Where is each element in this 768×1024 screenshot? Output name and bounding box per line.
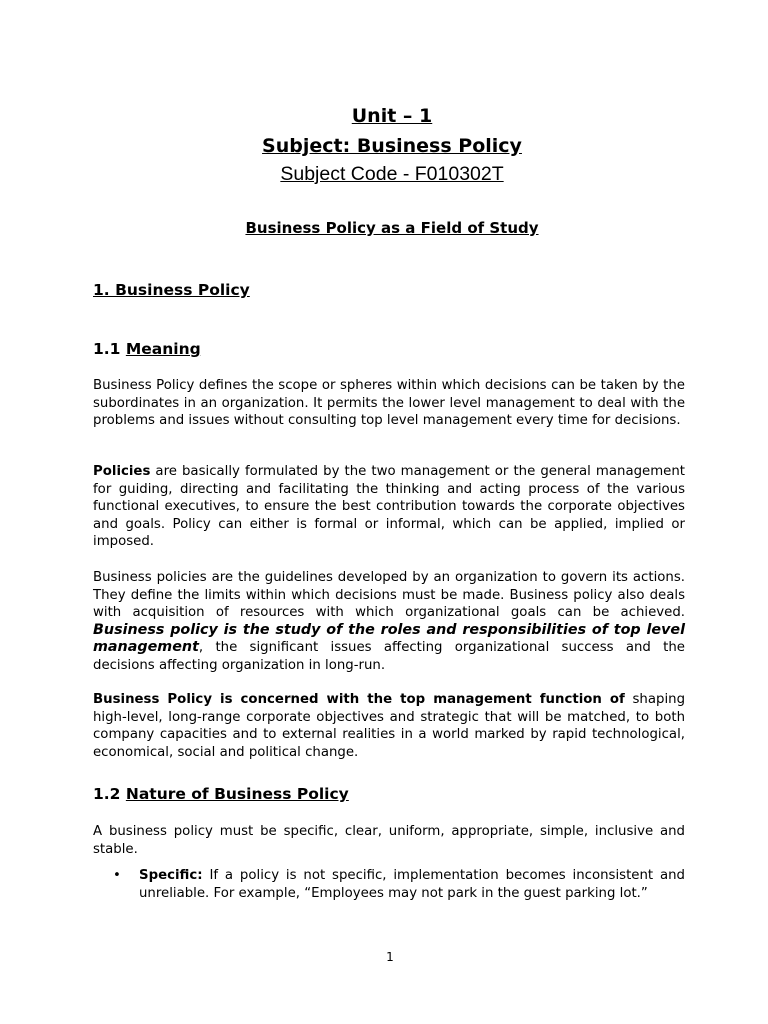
bullet-description: If a policy is not specific, implementation becomes inconsistent and unreliable. For example, “Employees may not park in the guest parking lot.” [139, 868, 685, 901]
section-heading: Business Policy as a Field of Study [245, 219, 539, 237]
meaning-paragraph-4 [93, 691, 685, 761]
bullet-text [139, 867, 685, 902]
meaning-paragraph-2-text: are basically formulated by the two management or the general management for guiding, directing and facilitating the thinking and acting process of the various functional executives, to ensure the best contribution towards the corporate objectives and goals. Policy can either is formal or informal, which can be applied, implied or imposed. [93, 464, 685, 549]
policies-term: Policies [93, 464, 151, 479]
unit-title: Unit – 1 [351, 105, 433, 127]
heading-nature-number: 1.2 [93, 785, 126, 803]
page-number: 1 [386, 950, 394, 964]
meaning-paragraph-3-end: , the significant issues affecting organizational success and the decisions affecting organization in long-run. [93, 640, 685, 673]
meaning-paragraph-4-bold: Business Policy is concerned with the top management function of [93, 692, 625, 707]
meaning-paragraph-3-emphasis: Business policy is the study of the roles and responsibilities of top level management [93, 621, 685, 655]
meaning-paragraph-1: Business Policy defines the scope or spheres within which decisions can be taken by the subordinates in an organization. It permits the lower level management to deal with the problems and issues without consulting top level management every time for decisions. [93, 378, 685, 428]
heading-meaning-title: Meaning [125, 340, 201, 358]
bullet-label: Specific: [139, 868, 203, 883]
heading-nature-title: Nature of Business Policy [125, 785, 349, 803]
heading-nature [93, 785, 349, 803]
heading-meaning-number: 1.1 [93, 340, 126, 358]
heading-meaning [93, 340, 201, 358]
nature-intro: A business policy must be specific, clear, uniform, appropriate, simple, inclusive and stable. [93, 824, 685, 857]
meaning-paragraph-2 [93, 463, 685, 551]
meaning-paragraph-3-start: Business policies are the guidelines developed by an organization to govern its actions. They define the limits within which decisions must be made. Business policy also deals with acquisition of resources with which organizational goals can be achieved. [93, 570, 685, 620]
subject-code: Subject Code - F010302T [280, 163, 504, 185]
meaning-paragraph-3 [93, 569, 685, 674]
bullet-icon: • [113, 868, 121, 883]
meaning-paragraph-4-text: shaping high-level, long-range corporate objectives and strategic that will be matched, to both company capacities and to external realities in a world marked by rapid technological, economical, social and political change. [93, 692, 686, 760]
heading-business-policy: 1. Business Policy [93, 281, 250, 299]
subject-title: Subject: Business Policy [262, 135, 522, 157]
